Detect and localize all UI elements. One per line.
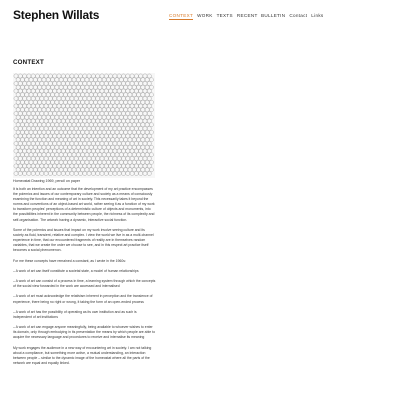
secondary-nav: [261, 13, 324, 19]
paragraph: – A work of art has the possibility of operating as its own institution and as such is independent of art institutions: [13, 309, 137, 319]
paragraph: – A work of art can engage anyone meaningfully, being available to whoever wishes to enter its domain, only through embodying in its presentation the means by which people are able to acquire the necessary language and procedures to receive and internalise its meaning: [13, 325, 155, 340]
nav-bulletin[interactable]: BULLETIN: [261, 13, 286, 18]
homeostat-drawing: [13, 73, 155, 178]
paragraph: My work engages the audience in a new way of encountering art in society. I am not talking about a compliance, but something more active, a mutual understanding, an interaction between people – similar to the dynamic image of the homeostat where all the parts of the network are equal and equally linked.: [13, 345, 152, 365]
section-heading: CONTEXT: [13, 59, 44, 66]
body-text: [13, 187, 156, 371]
nav-context[interactable]: CONTEXT: [169, 13, 194, 18]
paragraph: Some of the polemics and issues that impact on my work involve seeing culture and its society as fluid, transient, relative and complex. I view the world we live in as a multi-channel experience in time, that our encountered fragments of reality are in themselves random variables, that we create the order we choose to see, and in this respect art practice itself becomes a social phenomenon.: [13, 227, 154, 253]
paragraph: – A work of art can consist of a process in time, a learning system through which the concepts of the social view forwarded in the work are accessed and internalised: [13, 279, 156, 289]
nav-work[interactable]: WORK: [197, 13, 213, 18]
nav-texts[interactable]: TEXTS: [216, 13, 233, 18]
artwork-image: [13, 73, 155, 178]
main-nav: [169, 13, 258, 20]
nav-links[interactable]: Links: [311, 13, 324, 18]
paragraph: It is both an intention and an outcome that the development of my art practice encompasses the polemics and issues of our contemporary culture and society as a means of consciously examining the function and meaning of art in society. This necessarily takes it beyond the norms and conventions of an object-based art world, rather seeing it as a function of my work to transform peoples' perceptions of a deterministic culture of objects and monuments, into the possibilities inherent in the community between people, the richness of its complexity and self-organisation. The artwork having a dynamic, interactive social function.: [13, 187, 155, 222]
paragraph: For me these concepts have remained a constant, as I wrote in the 1960s:: [13, 258, 126, 263]
artwork-caption: Homeostat Drawing 1969, pencil on paper: [13, 179, 81, 183]
nav-contact[interactable]: Contact: [289, 13, 308, 18]
paragraph: – A work of art must acknowledge the relativism inherent in perception and the transience of experience, there being no right or wrong, it taking the form of an open-ended process: [13, 294, 153, 304]
paragraph: – A work of art can itself constitute a societal state, a model of human relationships: [13, 268, 139, 273]
nav-recent[interactable]: RECENT: [236, 13, 258, 18]
site-title[interactable]: Stephen Willats: [13, 8, 100, 22]
